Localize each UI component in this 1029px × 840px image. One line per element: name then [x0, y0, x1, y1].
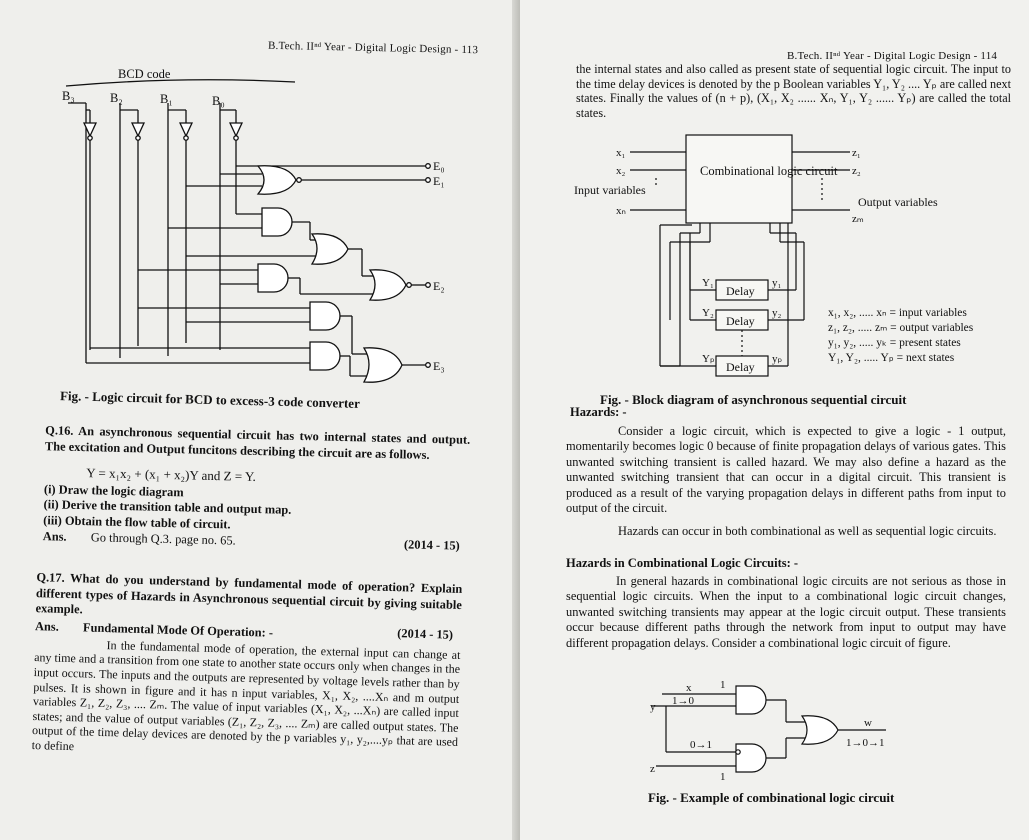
async-block-diagram — [560, 130, 1025, 385]
hazards-paragraph-3: In general hazards in combinational logic circuits are not serious as those in sequential logic circuits. When the input to a combinational logic circuit changes, unwanted switching transients may appear at the logic circuit output. These transients occur because different paths through the network from input to output may have different propagation delays. Consider a combinational logic circuit of figure. — [566, 574, 1006, 650]
output-e2: E₂ — [433, 279, 445, 293]
big-y1: Y₁ — [702, 277, 714, 289]
q16-answer: Go through Q.3. page no. 65. — [90, 529, 236, 548]
delay-1: Delay — [726, 284, 755, 298]
xn-label: xₙ — [616, 205, 626, 217]
q16-year: (2014 - 15) — [403, 536, 460, 553]
small-yp: yₚ — [772, 353, 783, 365]
output-e1: E₁ — [433, 174, 445, 188]
q16-number: Q.16. — [45, 423, 74, 438]
x1-label: x₁ — [616, 147, 626, 159]
zm-label: zₘ — [852, 213, 864, 225]
q17-year: (2014 - 15) — [397, 625, 454, 642]
example-w-transition: 1→0→1 — [846, 737, 885, 749]
figure-caption-bcd: Fig. - Logic circuit for BCD to excess-3 code converter — [59, 388, 361, 411]
z1-label: z₁ — [852, 147, 861, 159]
example-z: z — [650, 763, 655, 775]
hazards-heading-2: Hazards in Combinational Logic Circuits: - — [566, 556, 799, 570]
bcd-code-label: BCD code — [118, 67, 171, 81]
combinational-label — [700, 164, 838, 178]
big-yp: Yₚ — [702, 353, 715, 365]
example-one-to-zero: 1→0 — [672, 695, 694, 707]
q16-text: An asynchronous sequential circuit has two internal states and output. The excitation and Output funcitons describing the circuit are as follows. — [44, 423, 471, 462]
question-17 — [32, 570, 463, 764]
q16-item-2: (ii) Derive the transition table and output map. — [43, 497, 292, 518]
big-y2: Y₂ — [702, 307, 714, 319]
input-b3: B₃ — [62, 89, 75, 103]
intro-paragraph: the internal states and also called as present state of sequential logic circuit. The input to the time delay devices is denoted by the p Boolean variables Y₁, Y₂ .... Yₚ are called next states. Finally the values of (n + p), (X₁, X₂ ...... Xₙ, Y₁, Y₂ ...... Yₚ) are called the total states. — [576, 62, 1011, 120]
output-e0: E₀ — [433, 159, 445, 173]
input-b1: B₁ — [160, 92, 173, 106]
q16-equation: Y = x₁x₂ + (x₁ + x₂)Y and Z = Y. — [86, 465, 257, 485]
output-e3: E₃ — [433, 359, 445, 373]
delay-2: Delay — [726, 314, 755, 328]
example-one-top: 1 — [720, 680, 726, 691]
q17-text: What do you understand by fundamental mode of operation? Explain different types of Hazards in Asynchronous sequential circuit by giving suitable example. — [35, 571, 463, 617]
combinational-label-text: Combinational logic circuit — [700, 164, 838, 178]
output-variables-label: Output variables — [858, 195, 938, 209]
input-b2: B₂ — [110, 91, 123, 105]
q17-paragraph: In the fundamental mode of operation, the external input can change at any time and a transition from one state to another state occurs only when changes in the input occurs. The inputs and the outputs are represented by voltage levels rather than by pulses. It is shown in figure and it has n input variables, X₁, X₂, ....Xₙ and m output variables Z₁, Z₂, Z₃, .... Zₘ. The value of input variables (X₁, X₂, ...Xₙ) are called input states; and the value of output variables (Z₁, Z₂, Z₃, .... Zₘ) are called output states. The output of the time delay devices are denoted by the p variables y₁, y₂,....yₚ that are used to define — [31, 637, 461, 754]
bcd-excess3-circuit — [30, 58, 510, 398]
input-variables-label: Input variables — [574, 183, 646, 197]
figure-caption-block: Fig. - Block diagram of asynchronous sequential circuit — [600, 392, 907, 407]
q16-ans-label: Ans. — [42, 528, 67, 544]
hazards-heading: Hazards: - — [570, 405, 627, 419]
legend-line-4: Y₁, Y₂, ..... Yₚ = next states — [828, 352, 955, 364]
legend-line-3: y₁, y₂, ..... yₖ = present states — [828, 337, 961, 349]
example-y: y — [650, 701, 656, 713]
hazard-example-circuit — [650, 680, 890, 785]
figure-caption-example: Fig. - Example of combinational logic circuit — [648, 790, 895, 805]
x2-label: x₂ — [616, 165, 626, 177]
legend-line-2: z₁, z₂, ..... zₘ = output variables — [828, 322, 974, 334]
legend-line-1: x₁, x₂, ..... xₙ = input variables — [828, 307, 967, 319]
small-y2: y₂ — [772, 307, 782, 319]
page-header: B.Tech. IIⁿᵈ Year - Digital Logic Design - 113 — [267, 39, 479, 57]
q17-number: Q.17. — [36, 570, 65, 585]
q16-item-3: (iii) Obtain the flow table of circuit. — [43, 513, 231, 532]
input-b0: B₀ — [212, 94, 225, 108]
delay-p: Delay — [726, 360, 755, 374]
hazards-paragraph-1: Consider a logic circuit, which is expected to give a logic - 1 output, momentarily becomes logic 0 because of finite propagation delays of various gates. This unwanted switching transient is called hazard. We may also define a hazard as the unwanted switching transient that can occur in a digital circuit. This transient is produced as a result of the varying propagation delays in different paths from input to output of the circuit. — [566, 424, 1006, 516]
q16-item-1: (i) Draw the logic diagram — [43, 481, 184, 500]
example-w: w — [864, 717, 872, 729]
example-zero-to-one: 0→1 — [690, 739, 712, 751]
hazards-paragraph-2: Hazards can occur in both combinational as well as sequential logic circuits. — [618, 524, 997, 538]
z2-label: z₂ — [852, 165, 861, 177]
page-114 — [520, 0, 1029, 840]
q17-heading: Fundamental Mode Of Operation: - — [82, 620, 274, 640]
q17-ans-label: Ans. — [34, 618, 60, 634]
example-one-bottom: 1 — [720, 771, 726, 783]
example-x: x — [686, 682, 692, 694]
page-header: B.Tech. IIⁿᵈ Year - Digital Logic Design - 114 — [787, 50, 998, 62]
question-16 — [43, 423, 471, 554]
small-y1: y₁ — [772, 277, 782, 289]
